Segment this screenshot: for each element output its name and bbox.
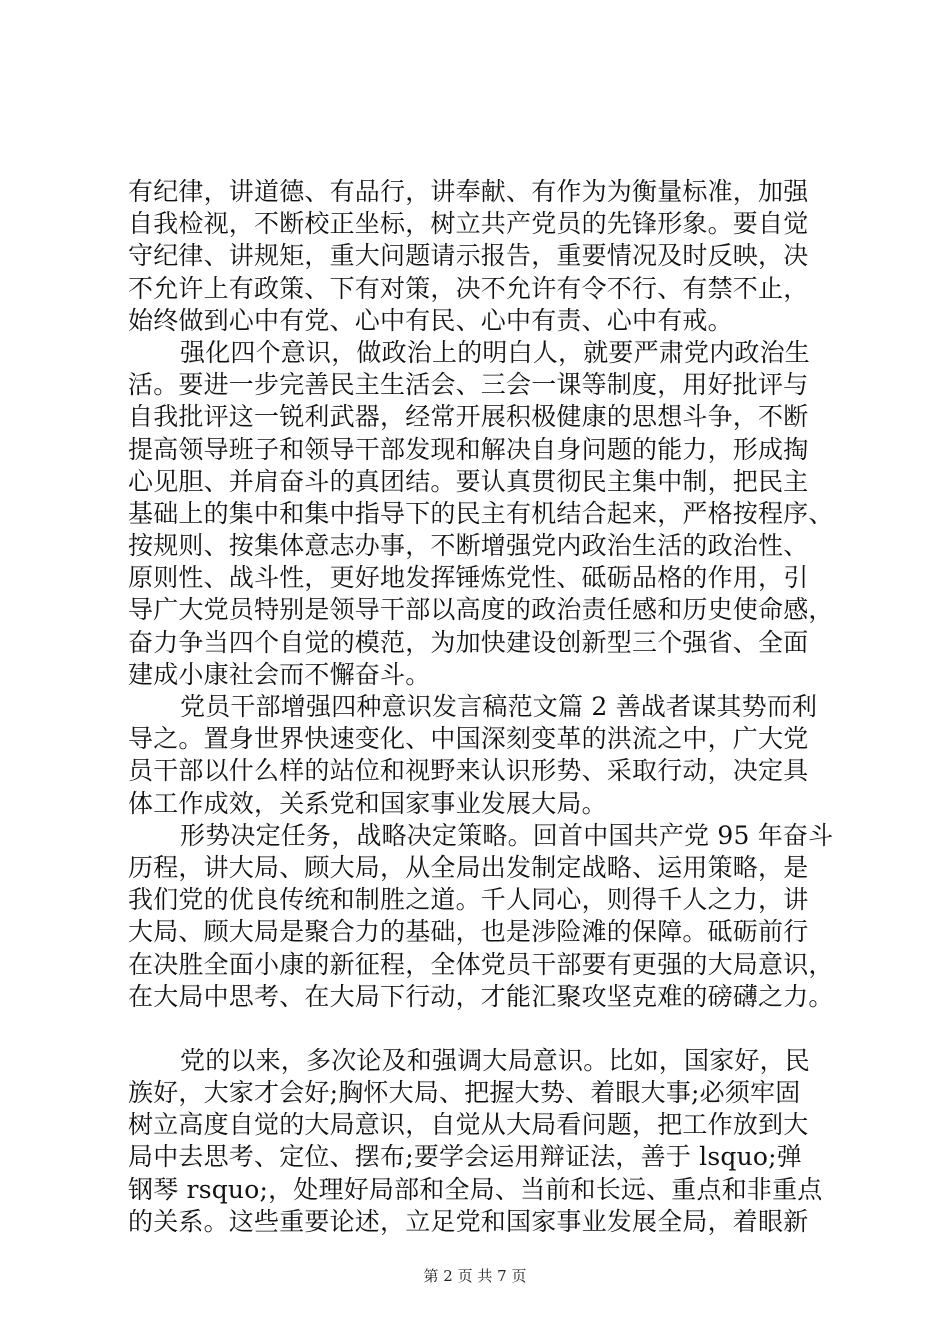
text-line: 形势决定任务，战略决定策略。回首中国共产党 95 年奋斗 (180, 820, 834, 850)
text-line: 导之。置身世界快速变化、中国深刻变革的洪流之中，广大党 (128, 724, 809, 754)
text-line: 族好，大家才会好;胸怀大局、把握大势、着眼大事;必须牢固 (128, 1078, 801, 1108)
text-line: 心见胆、并肩奋斗的真团结。要认真贯彻民主集中制，把民主 (128, 466, 809, 496)
text-line: 基础上的集中和集中指导下的民主有机结合起来，严格按程序、 (128, 498, 834, 528)
paragraph (128, 1045, 828, 1238)
text-line: 在大局中思考、在大局下行动，才能汇聚攻坚克难的磅礴之力。 (128, 981, 834, 1011)
text-line: 我们党的优良传统和制胜之道。千人同心，则得千人之力，讲 (128, 885, 809, 915)
text-line: 局中去思考、定位、摆布;要学会运用辩证法，善于 lsquo;弹 (128, 1142, 802, 1172)
text-line: 活。要进一步完善民主生活会、三会一课等制度，用好批评与 (128, 370, 809, 400)
text-line: 自我批评这一锐利武器，经常开展积极健康的思想斗争，不断 (128, 402, 809, 432)
text-line: 强化四个意识，做政治上的明白人，就要严肃党内政治生 (180, 337, 811, 367)
text-line: 不允许上有政策、下有对策，决不允许有令不行、有禁不止， (128, 273, 809, 303)
paragraph-gap (128, 1013, 828, 1045)
text-line: 提高领导班子和领导干部发现和解决自身问题的能力，形成掏 (128, 434, 809, 464)
paragraph (128, 337, 834, 691)
text-line: 有纪律，讲道德、有品行，讲奉献、有作为为衡量标准，加强 (128, 177, 809, 206)
text-line: 大局、顾大局是聚合力的基础，也是涉险滩的保障。砥砺前行 (128, 917, 809, 947)
text-line: 体工作成效，关系党和国家事业发展大局。 (128, 788, 607, 818)
text-line: 导广大党员特别是领导干部以高度的政治责任感和历史使命感， (128, 595, 834, 625)
page-number-footer: 第 2 页 共 7 页 (423, 1267, 527, 1285)
text-line: 建成小康社会而不懈奋斗。 (128, 659, 431, 689)
text-line: 的关系。这些重要论述，立足党和国家事业发展全局，着眼新 (128, 1206, 809, 1236)
text-line: 奋力争当四个自觉的模范，为加快建设创新型三个强省、全面 (128, 627, 809, 657)
text-line: 按规则、按集体意志办事，不断增强党内政治生活的政治性、 (128, 531, 809, 561)
text-line: 钢琴 rsquo;，处理好局部和全局、当前和长远、重点和非重点 (128, 1174, 823, 1204)
paragraph (128, 820, 834, 1013)
text-line: 树立高度自觉的大局意识，自觉从大局看问题，把工作放到大 (128, 1110, 809, 1140)
text-line: 守纪律、讲规矩，重大问题请示报告，重要情况及时反映，决 (128, 241, 809, 271)
text-line: 始终做到心中有党、心中有民、心中有责、心中有戒。 (128, 305, 733, 335)
text-line: 在决胜全面小康的新征程，全体党员干部要有更强的大局意识， (128, 949, 834, 979)
text-line: 党的以来，多次论及和强调大局意识。比如，国家好，民 (180, 1045, 811, 1075)
text-line: 员干部以什么样的站位和视野来认识形势、采取行动，决定具 (128, 756, 809, 786)
paragraph (128, 691, 828, 820)
text-line: 自我检视，不断校正坐标，树立共产党员的先锋形象。要自觉 (128, 209, 809, 239)
text-line: 党员干部增强四种意识发言稿范文篇 2 善战者谋其势而利 (180, 692, 818, 721)
text-line: 原则性、战斗性，更好地发挥锤炼党性、砥砺品格的作用，引 (128, 563, 809, 593)
paragraph (128, 176, 828, 337)
text-line: 历程，讲大局、顾大局，从全局出发制定战略、运用策略，是 (128, 852, 809, 882)
document-body (128, 176, 834, 1238)
